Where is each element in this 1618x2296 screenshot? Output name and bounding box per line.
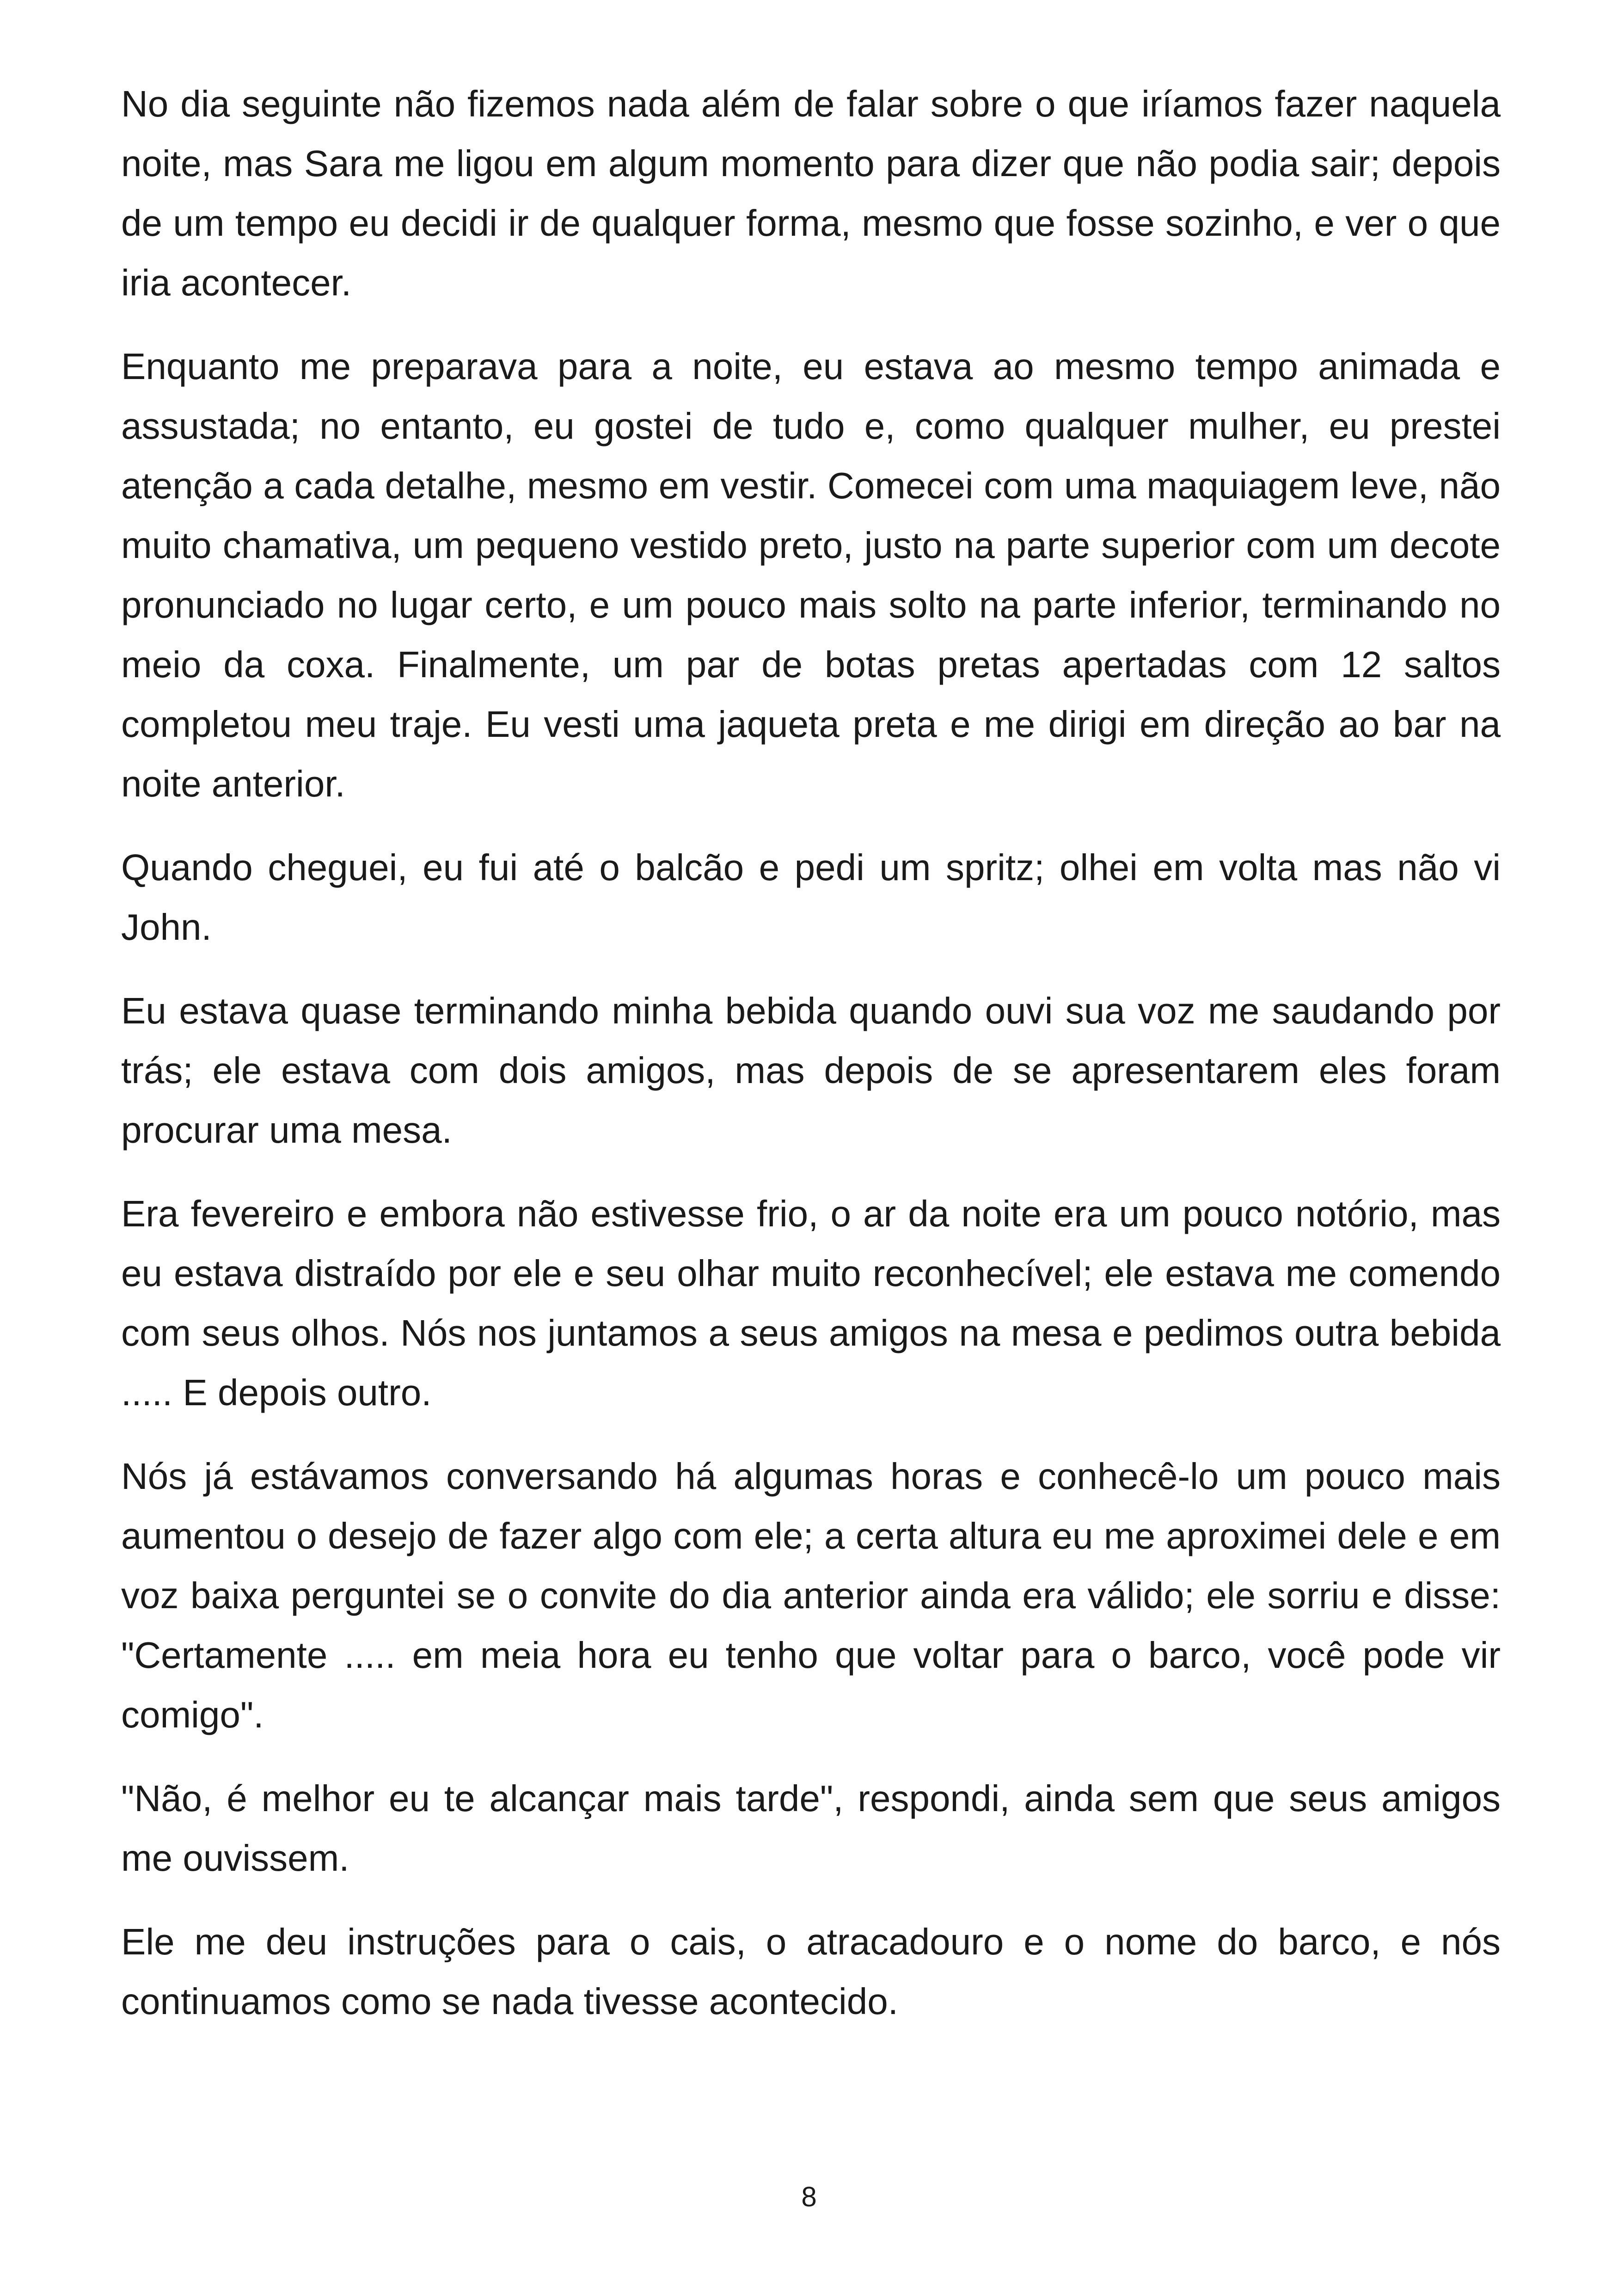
paragraph: "Não, é melhor eu te alcançar mais tarde", respondi, ainda sem que seus amigos me ouvissem. [121, 1778, 1501, 1879]
paragraph: Ele me deu instruções para o cais, o atracadouro e o nome do barco, e nós continuamos como se nada tivesse acontecido. [121, 1921, 1501, 2022]
page-number: 8 [801, 2181, 817, 2212]
paragraph: Eu estava quase terminando minha bebida quando ouvi sua voz me saudando por trás; ele estava com dois amigos, mas depois de se apresentarem eles foram procurar uma mesa. [121, 990, 1501, 1151]
paragraph: Enquanto me preparava para a noite, eu estava ao mesmo tempo animada e assustada; no entanto, eu gostei de tudo e, como qualquer mulher, eu prestei atenção a cada detalhe, mesmo em vestir. Comecei com uma maquiagem leve, não muito chamativa, um pequeno vestido preto, justo na parte superior com um decote pronunciado no lugar certo, e um pouco mais solto na parte inferior, terminando no meio da coxa. Finalmente, um par de botas pretas apertadas com 12 saltos completou meu traje. Eu vesti uma jaqueta preta e me dirigi em direção ao bar na noite anterior. [121, 346, 1501, 804]
paragraph: Quando cheguei, eu fui até o balcão e pedi um spritz; olhei em volta mas não vi John. [121, 847, 1501, 948]
paragraph: No dia seguinte não fizemos nada além de falar sobre o que iríamos fazer naquela noite, mas Sara me ligou em algum momento para dizer que não podia sair; depois de um tempo eu decidi ir de qualquer forma, mesmo que fosse sozinho, e ver o que iria acontecer. [121, 83, 1501, 303]
paragraph: Era fevereiro e embora não estivesse frio, o ar da noite era um pouco notório, mas eu estava distraído por ele e seu olhar muito reconhecível; ele estava me comendo com seus olhos. Nós nos juntamos a seus amigos na mesa e pedimos outra bebida ..... E depois outro. [121, 1193, 1501, 1413]
paragraph: Nós já estávamos conversando há algumas horas e conhecê-lo um pouco mais aumentou o desejo de fazer algo com ele; a certa altura eu me aproximei dele e em voz baixa perguntei se o convite do dia anterior ainda era válido; ele sorriu e disse: "Certamente ..... em meia hora eu tenho que voltar para o barco, você pode vir comigo". [121, 1456, 1501, 1735]
page-body [121, 74, 1501, 2055]
